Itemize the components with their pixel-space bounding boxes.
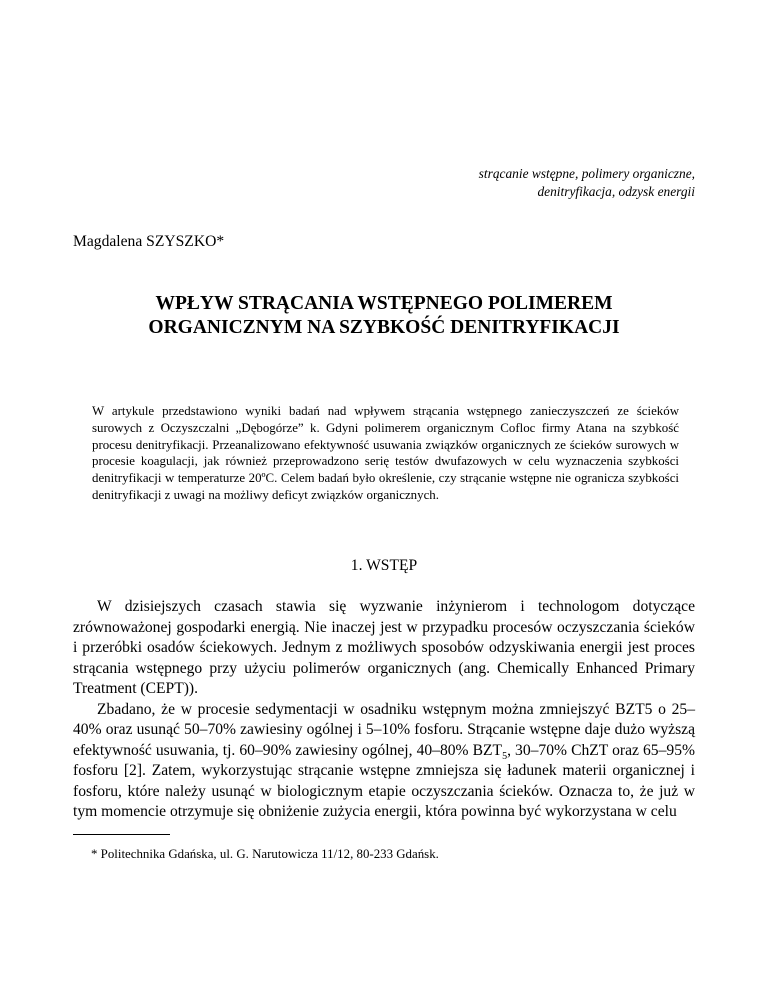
body-text bbox=[73, 597, 695, 823]
footnote-divider bbox=[73, 834, 170, 835]
keywords-line-2: denitryfikacja, odzysk energii bbox=[537, 184, 695, 199]
body-paragraph-2 bbox=[73, 700, 695, 823]
section-heading: 1. WSTĘP bbox=[350, 557, 418, 574]
paper-title bbox=[73, 292, 695, 340]
body-paragraph-2-part-2: , 30–70% ChZT oraz 65–95% fosforu [2]. Zatem, wykorzystując strącanie wstępne zmniejsza się ładunek materii organicznej i fosforu, które należy usunąć w biologicznym etapie oczyszczania ścieków. Oznacza to, że już w tym momencie otrzymuje się obniżenie zużycia energii, która powinna być wykorzystana w celu bbox=[73, 741, 695, 820]
paper-title-line-1: WPŁYW STRĄCANIA WSTĘPNEGO POLIMEREM bbox=[155, 293, 613, 314]
body-paragraph-1: W dzisiejszych czasach stawia się wyzwanie inżynierom i technologom dotyczące zrównoważonej gospodarki energią. Nie inaczej jest w przypadku procesów oczyszczania ścieków i przeróbki osadów ściekowych. Jednym z możliwych sposobów odzyskiwania energii jest proces strącania wstępnego przy użyciu polimerów organicznych (ang. Chemically Enhanced Primary Treatment (CEPT)). bbox=[73, 598, 695, 697]
footnote: * Politechnika Gdańska, ul. G. Narutowicza 11/12, 80-233 Gdańsk. bbox=[91, 847, 439, 861]
paper-title-line-2: ORGANICZNYM NA SZYBKOŚĆ DENITRYFIKACJI bbox=[148, 317, 620, 338]
abstract: W artykule przedstawiono wyniki badań nad wpływem strącania wstępnego zanieczyszczeń ze ścieków surowych z Oczyszczalni „Dębogórze” k. Gdyni polimerem organicznym Cofloc firmy Atana na szybkość procesu denitryfikacji. Przeanalizowano efektywność usuwania związków organicznych ze ścieków surowych w procesie koagulacji, jak również przeprowadzono serię testów dwufazowych w celu wyznaczenia szybkości denitryfikacji w temperaturze 20ºC. Celem badań było określenie, czy strącanie wstępne nie ogranicza szybkości denitryfikacji z uwagi na możliwy deficyt związków organicznych. bbox=[92, 404, 679, 502]
body-paragraph-2-part-1: Zbadano, że w procesie sedymentacji w osadniku wstępnym można zmniejszyć BZT5 o 25–40% oraz usunąć 50–70% zawiesiny ogólnej i 5–10% fosforu. Strącanie wstępne daje dużo wyższą efektywność usuwania, tj. 60–90% zawiesiny ogólnej, 40–80% BZT bbox=[73, 700, 695, 759]
author-name: Magdalena SZYSZKO* bbox=[73, 233, 225, 250]
keywords-line-1: strącanie wstępne, polimery organiczne, bbox=[478, 166, 695, 181]
bzt-subscript: 5 bbox=[502, 750, 508, 762]
keywords bbox=[275, 165, 695, 201]
